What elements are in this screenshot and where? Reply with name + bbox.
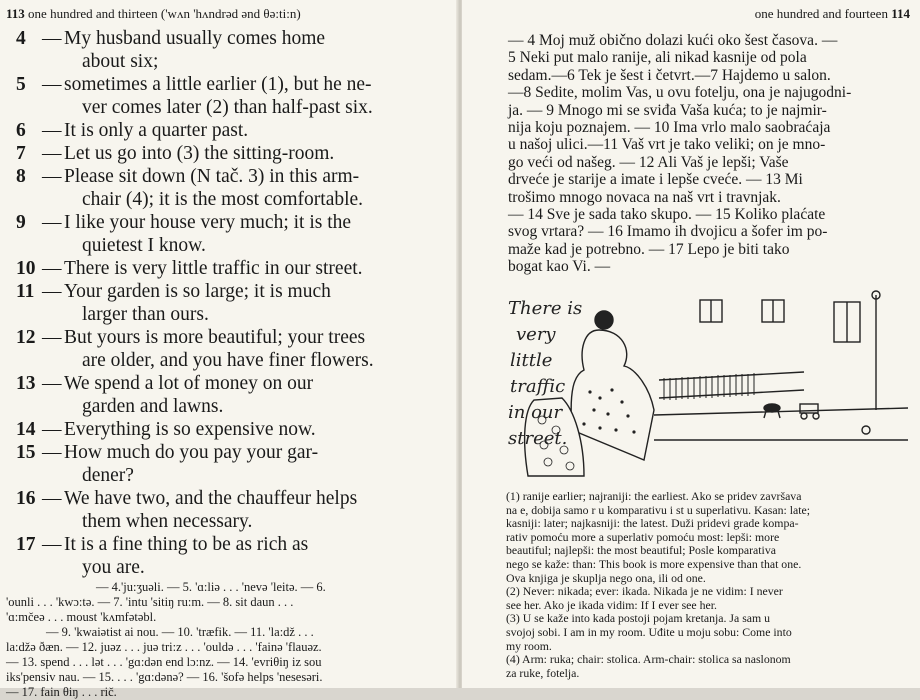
caption-line: There is (508, 298, 583, 319)
caption-line: very (516, 324, 556, 345)
pronunciation-line: 'ɑ:mčeə . . . moust 'kʌmfətəbl. (6, 610, 157, 624)
sentence-number: 4 (16, 28, 26, 49)
sentence-line: about six; (82, 51, 159, 72)
sentence-line: ver comes later (2) than half-past six. (82, 97, 373, 118)
caption-line: little (510, 350, 553, 371)
sentence-line: Your garden is so large; it is much (64, 281, 331, 302)
footnote-line: rativ pomoću more a superlativ pomoću most: lepši: more (506, 529, 780, 544)
translation-line: ja. — 9 Mnogo mi se sviđa Vaša kuća; to je najmir- (508, 101, 827, 119)
sentence-line: quietest I know. (82, 235, 206, 256)
sentence-number: 7 (16, 143, 26, 164)
sentence-line: How much do you pay your gar- (64, 442, 319, 463)
pronunciation-line: — 17. fain θiŋ . . . rič. (6, 685, 117, 699)
sentence-4: 4 — My husband usually comes home about six; (16, 27, 402, 73)
sentence-5: 5 — sometimes a little earlier (1), but he ne- ver comes later (2) than half-past six. (16, 73, 402, 119)
footnote-line: svojoj sobi. I am in my room. Uđite u moju sobu: Come into (506, 624, 792, 639)
translation-line: go veći od našeg. — 12 Ali Vaš je lepši; Vaše (508, 153, 789, 171)
sentence-line: We spend a lot of money on our (64, 373, 314, 394)
sentence-number: 5 (16, 74, 26, 95)
caption-line: in our (508, 402, 563, 423)
footnote-line: see her. Ako je ikada vidim: If I ever see her. (506, 597, 717, 612)
sentence-6: 6 — It is only a quarter past. (16, 119, 402, 142)
footnote-line: nego se kaže: than: This book is more expensive than that one. (506, 556, 802, 571)
footnote-line: (2) Never: nikada; ever: ikada. Nikada je ne vidim: I never (506, 584, 783, 599)
sentence-number: 14 (16, 419, 36, 440)
footnote-line: za ruke, fotelja. (506, 665, 580, 680)
sentence-number: 10 (16, 258, 36, 279)
pronunciation-line: — 13. spend . . . lət . . . 'gɑ:dən end lɔ:nz. — 14. 'evriθiŋ iz sou (6, 655, 322, 669)
sentence-number: 11 (16, 281, 35, 302)
sentence-7: 7 — Let us go into (3) the sitting-room. (16, 142, 402, 165)
translation-line: — 14 Sve je sada tako skupo. — 15 Koliko plaćate (508, 206, 826, 224)
sentence-line: Everything is so expensive now. (64, 419, 316, 440)
sentence-line: My husband usually comes home (64, 28, 326, 49)
sentence-16: 16 — We have two, and the chauffeur helps them when necessary. (16, 487, 402, 533)
pronunciation-line: — 4.'ju:ʒuəli. — 5. 'ɑ:liə . . . 'nevə 'leitə. — 6. (96, 580, 326, 594)
sentence-14: 14 — Everything is so expensive now. (16, 418, 402, 441)
sentence-line: There is very little traffic in our street. (64, 258, 363, 279)
sentence-number: 17 (16, 534, 36, 555)
sentence-line: garden and lawns. (82, 396, 224, 417)
sentence-12: 12 — But yours is more beautiful; your trees are older, and you have finer flowers. (16, 326, 402, 372)
pronunciation-line: — 9. 'kwaiətist ai nou. — 10. 'træfik. — 11. 'la:dž . . . (46, 625, 314, 639)
sentence-number: 9 (16, 212, 26, 233)
sentence-line: It is only a quarter past. (64, 120, 249, 141)
sentence-number: 6 (16, 120, 26, 141)
sentence-line: We have two, and the chauffeur helps (64, 488, 358, 509)
translation-line: u našoj ulici.—11 Vaš vrt je tako veliki; on je mno- (508, 136, 826, 154)
sentence-10: 10 — There is very little traffic in our street. (16, 257, 402, 280)
sentence-13: 13 — We spend a lot of money on our garden and lawns. (16, 372, 402, 418)
sentence-line: sometimes a little earlier (1), but he ne- (64, 74, 372, 95)
translation-line: nija koju poznajem. — 10 Ima vrlo malo saobraćaja (508, 119, 831, 137)
street-illustration (504, 290, 908, 476)
sentence-number: 12 (16, 327, 36, 348)
sentence-15: 15 — How much do you pay your gar- dener? (16, 441, 402, 487)
right-header-text: one hundred and fourteen (754, 6, 892, 21)
sentence-line: I like your house very much; it is the (64, 212, 352, 233)
sentence-8: 8 — Please sit down (N tač. 3) in this arm- chair (4); it is the most comfortable. (16, 165, 402, 211)
translation-line: 5 Neki put malo ranije, ali nikad kasnije od pola (508, 49, 807, 67)
left-page-number: 113 (6, 6, 25, 21)
sentence-11: 11 — Your garden is so large; it is much larger than ours. (16, 280, 402, 326)
sentence-line: chair (4); it is the most comfortable. (82, 189, 364, 210)
translation-line: drveće je starije a imate i lepše cveće. — 13 Mi (508, 171, 803, 189)
left-page (0, 0, 458, 699)
right-header (755, 6, 910, 22)
sentence-line: are older, and you have finer flowers. (82, 350, 374, 371)
sentence-line: But yours is more beautiful; your trees (64, 327, 366, 348)
footnote-line: Ova knjiga je skuplja nego ona, ili od one. (506, 570, 706, 585)
right-page-number: 114 (891, 6, 910, 21)
translation-block (508, 32, 900, 276)
translation-line: maže kad je potrebno. — 17 Lepo je biti tako (508, 240, 790, 258)
left-header (6, 6, 301, 22)
footnote-line: (1) ranije earlier; najraniji: the earliest. Ako se pridev završava (506, 489, 802, 503)
translation-line: bogat kao Vi. — (508, 258, 611, 276)
left-header-text: one hundred and thirteen ('wʌn 'hʌndrəd ənd θə:ti:n) (24, 6, 301, 21)
sentence-line: It is a fine thing to be as rich as (64, 534, 309, 555)
sentence-9: 9 — I like your house very much; it is the quietest I know. (16, 211, 402, 257)
footnotes (506, 490, 904, 680)
translation-line: trošimo mnogo novaca na naš vrt i travnjak. (508, 188, 781, 206)
sentence-line: larger than ours. (82, 304, 209, 325)
sentence-number: 8 (16, 166, 26, 187)
translation-line: svog vrtara? — 16 Imamo ih dvojicu a šofer im po- (508, 223, 828, 241)
footnote-line: (3) U se kaže into kada postoji pojam kretanja. Ja sam u (506, 611, 771, 626)
sentence-number: 16 (16, 488, 36, 509)
translation-line: —8 Sedite, molim Vas, u ovu fotelju, ona je najugodni- (508, 84, 852, 102)
footnote-line: beautiful; najlepši: the most beautiful; Posle komparativa (506, 543, 776, 558)
sentence-number: 15 (16, 442, 36, 463)
footnote-line: kasniji: later; najkasniji: the latest. Duži pridevi grade kompa- (506, 516, 799, 531)
sentence-line: dener? (82, 465, 134, 486)
right-page (462, 0, 920, 688)
sentence-line: Let us go into (3) the sitting-room. (64, 143, 335, 164)
sentence-line: Please sit down (N tač. 3) in this arm- (64, 166, 360, 187)
sentence-number: 13 (16, 373, 36, 394)
caption-line: street. (508, 428, 568, 449)
pronunciation-line: 'ounli . . . 'kwɔ:tə. — 7. 'intu 'sitiŋ ru:m. — 8. sit daun . . . (6, 595, 294, 609)
pronunciation-line: la:džə ðæn. — 12. juəz . . . juə tri:z . . . 'ouldə . . . 'fainə 'flauəz. (6, 640, 322, 654)
sentence-line: them when necessary. (82, 511, 253, 532)
translation-line: — 4 Moj muž obično dolazi kući oko šest časova. — (508, 32, 838, 49)
footnote-line: na e, dobija samo r u komparativu i st u superlativu. Kasan: late; (506, 502, 811, 517)
sentence-17: 17 — It is a fine thing to be as rich as you are. (16, 533, 402, 579)
pronunciation-line: iks'pensiv nau. — 15. . . . 'gɑ:dənə? — 16. 'šofə helps 'nesesəri. (6, 670, 323, 684)
footnote-line: (4) Arm: ruka; chair: stolica. Arm-chair: stolica sa naslonom (506, 652, 791, 667)
footnote-line: my room. (506, 638, 552, 653)
caption-line: traffic (510, 376, 566, 397)
translation-line: sedam.—6 Tek je šest i četvrt.—7 Hajdemo u salon. (508, 66, 831, 84)
sentence-line: you are. (82, 557, 145, 578)
